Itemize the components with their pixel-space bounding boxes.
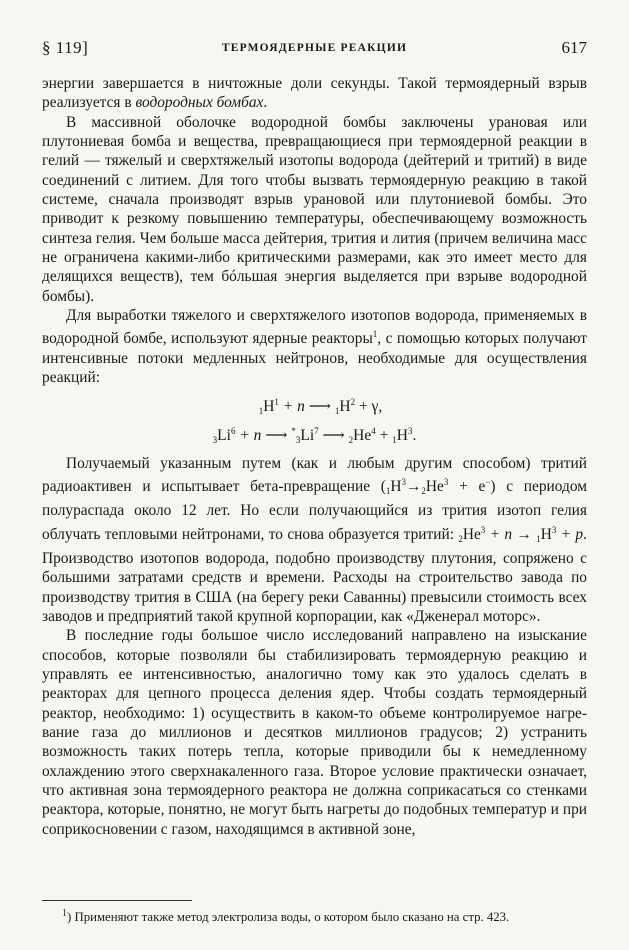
running-header [42, 38, 587, 62]
atomic-number: 1 [392, 434, 397, 445]
mass-number: 3 [401, 476, 406, 487]
footnote-mark: 1 [62, 908, 67, 919]
atomic-number: 2 [458, 533, 463, 544]
mass-number: 7 [314, 425, 319, 436]
mass-number: 4 [371, 425, 376, 436]
mass-number: 6 [230, 425, 236, 436]
formula-tail: + e [448, 477, 486, 495]
formula-operator: + n ⟶ [235, 426, 292, 444]
atomic-number: 2 [421, 485, 426, 496]
formula-operator: + n ⟶ [278, 397, 335, 415]
atomic-number: 3 [295, 434, 301, 445]
atomic-number: 2 [348, 434, 354, 445]
formula-operator: + [375, 426, 393, 444]
mass-number: 1 [274, 396, 279, 407]
text-run: энергии завершается в ничтожные доли секунды. Такой термоядерный взрыв реализуется в [42, 75, 587, 112]
mass-number: 3 [551, 524, 557, 535]
element-symbol: H [339, 397, 351, 415]
paragraph-controlled-fusion: В последние годы большое число исследований направлено на изыскание способов, которые позволяли бы стабилизировать термоядерную реакцию и управлять ее интенсивностью, аналогично тому как это удалось сделать в реакторах для цепного процесса деления ядер. Чтобы создать термоядерный реактор, необходимо: 1) осуществить в каком-то объеме контролируемое нагревание газа до миллионов и десятков миллионов градусов; 2) устранить возможность таких потерь тепла, которые приводили бы к немедленному охлаждению этого сверхнакаленного газа. Второе условие практически означает, что активная зона термоядерного реактора не должна соприкасаться со стенками реактора, которые, понятно, не могут быть нагреты до подобных температур и при соприкосновении с газом, находящимся в активной зоне, [42, 627, 587, 838]
formula-tail: + p [556, 525, 584, 543]
element-symbol: Li [217, 426, 231, 444]
element-symbol: Li [300, 426, 315, 444]
element-symbol: H [390, 477, 402, 495]
atomic-number: 1 [536, 533, 541, 544]
mass-number: 2 [350, 396, 356, 407]
formula-tail: + γ, [355, 397, 383, 415]
text-run: . Производство изотопов водорода, подобно производству плутония, сопряжено с большими затратами средств и времени. Расходы на строительство завода по производству трития в США (на берегу реки Саванны) превысили стоимость всех заводов и предприятий такой крупной корпорации, как «Дженерал моторс». [42, 525, 587, 625]
element-symbol: He [353, 426, 372, 444]
formula-line-1 [42, 392, 587, 421]
formula-operator: → [406, 477, 422, 495]
atomic-number: 1 [334, 405, 340, 416]
mass-number: 3 [443, 476, 449, 487]
formula-operator: ⟶ [318, 426, 349, 444]
paragraph-continuation [42, 74, 587, 113]
atomic-number: 3 [212, 434, 218, 445]
excited-mark: * [291, 425, 296, 436]
paragraph-tritium [42, 454, 587, 627]
element-symbol: H [263, 397, 275, 415]
formula-line-2 [42, 421, 587, 450]
text-run: Для выработки тяжелого и сверхтяжелого изотопов водорода, применяемых в водородной бомбе, используют ядерные реакторы [42, 307, 587, 348]
element-symbol: H [540, 525, 552, 543]
section-number: § 119] [42, 38, 89, 57]
element-symbol: H [396, 426, 408, 444]
reaction-formulas [42, 392, 587, 450]
element-symbol: He [425, 477, 444, 495]
text-run: Получаемый указанным путем (как и любым другим способом) тритий радиоактивен и испытывает бета-превращение ( [42, 454, 587, 495]
formula-tail: . [412, 426, 417, 444]
text-run: . [263, 94, 268, 112]
paragraph-hydrogen-bomb: В массивной оболочке водородной бомбы заключены урановая или плутониевая бомба и вещества, превращающиеся при термоядерной реакции в гелий — тяжелый и сверхтяжелый изотопы водорода (дейтерий и тритий) в виде соединений с литием. Для того чтобы вызвать термоядерную реакцию в такой системе, сначала производят взрыв урановой или плутониевой бомбы. Это приводит к резкому повышению температуры, обеспечивающему возможность синтеза гелия. Чем больше масса дейтерия, трития и лития (причем величина масс не ограничена какими-либо критическими размерами, как это имеет место для делящихся веществ), тем бóльшая энергия выделяется при взрыве водородной бомбы). [42, 113, 587, 305]
text-run: , с помощью которых получают интенсивные потоки медленных нейтронов, необходимые для осуществления реакций: [42, 330, 587, 387]
mass-number: 3 [480, 524, 486, 535]
running-title: ТЕРМОЯДЕРНЫЕ РЕАКЦИИ [221, 42, 408, 54]
text-run: ) с периодом полураспада около 12 лет. Но если получающийся из трития изотоп гелия облучать тепловыми нейтронами, то снова образуется тритий: [42, 477, 587, 543]
paragraph-reactors [42, 306, 587, 387]
page-number: 617 [561, 38, 587, 57]
footnote-text: ) Применяют также метод электролиза воды, о котором было сказано на стр. 423. [67, 910, 510, 924]
italic-term: водородных бомбах [135, 94, 264, 112]
atomic-number: 1 [385, 485, 391, 496]
atomic-number: 1 [258, 405, 264, 416]
footnote-divider [42, 900, 192, 901]
mass-number: 3 [407, 425, 413, 436]
footnote [42, 905, 587, 926]
charge-sign: − [485, 476, 491, 487]
element-symbol: He [462, 525, 481, 543]
formula-operator: + n → [485, 525, 537, 543]
footnote-ref: 1 [372, 329, 378, 340]
body-text [42, 74, 587, 839]
